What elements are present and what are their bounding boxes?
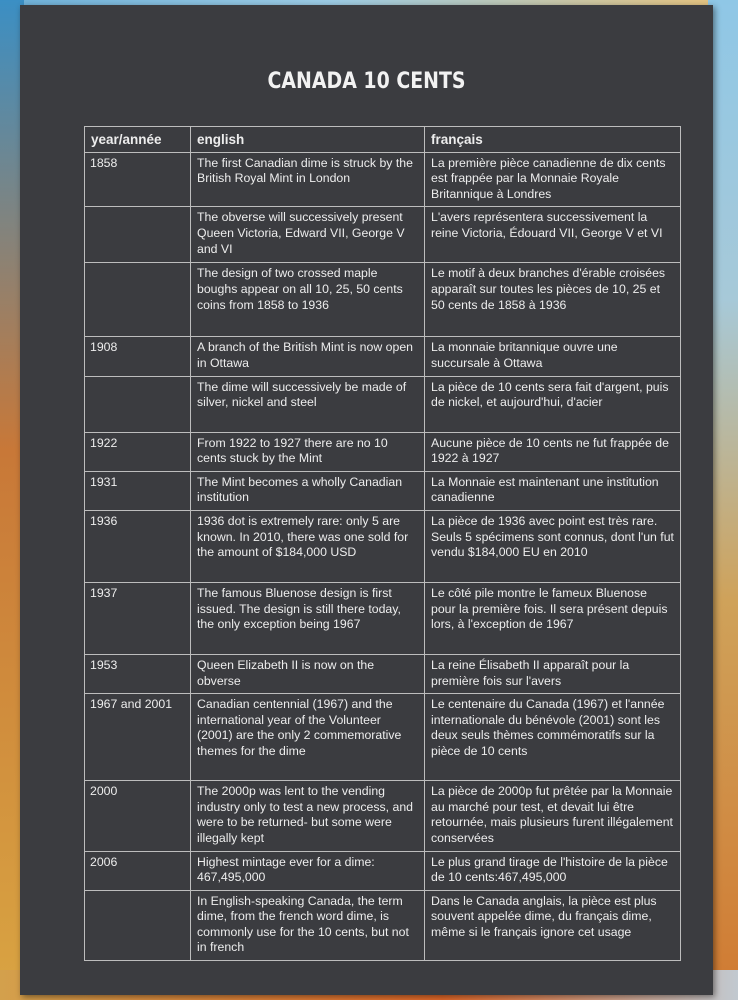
table-row: [85, 781, 681, 851]
page-title: CANADA 10 CENTS: [267, 69, 466, 94]
year-cell: 1908: [85, 337, 191, 376]
french-cell: L'avers représentera successivement la reine Victoria, Édouard VII, George V et VI: [425, 207, 681, 263]
table-row: [85, 890, 681, 960]
french-cell: La pièce de 10 cents sera fait d'argent, puis de nickel, et aujourd'hui, d'acier: [425, 376, 681, 432]
year-cell: 1922: [85, 432, 191, 471]
table-header-row: [85, 127, 681, 153]
french-cell: La reine Élisabeth II apparaît pour la première fois sur l'avers: [425, 654, 681, 693]
table-row: [85, 851, 681, 890]
year-cell: [85, 376, 191, 432]
french-cell: Dans le Canada anglais, la pièce est plus souvent appelée dime, du français dime, même si le français ignore cet usage: [425, 890, 681, 960]
table-row: [85, 337, 681, 376]
english-cell: In English-speaking Canada, the term dime, from the french word dime, is commonly use for the 10 cents, but not in french: [191, 890, 425, 960]
english-cell: A branch of the British Mint is now open in Ottawa: [191, 337, 425, 376]
table-row: [85, 510, 681, 582]
english-cell: The first Canadian dime is struck by the British Royal Mint in London: [191, 152, 425, 207]
table-row: [85, 471, 681, 510]
header-french: français: [425, 127, 681, 153]
header-year: year/année: [85, 127, 191, 153]
french-cell: Le plus grand tirage de l'histoire de la pièce de 10 cents:467,495,000: [425, 851, 681, 890]
table-row: [85, 432, 681, 471]
year-cell: 1931: [85, 471, 191, 510]
english-cell: The obverse will successively present Queen Victoria, Edward VII, George V and VI: [191, 207, 425, 263]
year-cell: [85, 207, 191, 263]
english-cell: The famous Bluenose design is first issued. The design is still there today, the only exception being 1967: [191, 582, 425, 654]
english-cell: The design of two crossed maple boughs appear on all 10, 25, 50 cents coins from 1858 to 1936: [191, 263, 425, 337]
timeline-table: [84, 126, 681, 961]
year-cell: [85, 890, 191, 960]
header-english: english: [191, 127, 425, 153]
year-cell: 1937: [85, 582, 191, 654]
year-cell: [85, 263, 191, 337]
table-row: [85, 376, 681, 432]
english-cell: Queen Elizabeth II is now on the obverse: [191, 654, 425, 693]
french-cell: La pièce de 1936 avec point est très rare. Seuls 5 spécimens sont connus, dont l'un fut vendu $184,000 EU en 2010: [425, 510, 681, 582]
table-row: [85, 694, 681, 781]
french-cell: Le centenaire du Canada (1967) et l'année internationale du bénévole (2001) sont les deux seuls thèmes commémoratifs sur la pièce de 10 cents: [425, 694, 681, 781]
english-cell: Canadian centennial (1967) and the international year of the Volunteer (2001) are the only 2 commemorative themes for the dime: [191, 694, 425, 781]
table-row: [85, 207, 681, 263]
english-cell: 1936 dot is extremely rare: only 5 are known. In 2010, there was one sold for the amount of $184,000 USD: [191, 510, 425, 582]
french-cell: La première pièce canadienne de dix cents est frappée par la Monnaie Royale Britannique à Londres: [425, 152, 681, 207]
year-cell: 1953: [85, 654, 191, 693]
year-cell: 1858: [85, 152, 191, 207]
year-cell: 2006: [85, 851, 191, 890]
table-row: [85, 263, 681, 337]
english-cell: The 2000p was lent to the vending industry only to test a new process, and were to be returned- but some were illegally kept: [191, 781, 425, 851]
english-cell: From 1922 to 1927 there are no 10 cents stuck by the Mint: [191, 432, 425, 471]
french-cell: La Monnaie est maintenant une institution canadienne: [425, 471, 681, 510]
french-cell: Le motif à deux branches d'érable croisées apparaît sur toutes les pièces de 10, 25 et 50 cents de 1858 à 1936: [425, 263, 681, 337]
french-cell: Le côté pile montre le fameux Bluenose pour la première fois. Il sera présent depuis lors, à l'exception de 1967: [425, 582, 681, 654]
table-row: [85, 152, 681, 207]
french-cell: La monnaie britannique ouvre une succursale à Ottawa: [425, 337, 681, 376]
table-row: [85, 582, 681, 654]
french-cell: Aucune pièce de 10 cents ne fut frappée de 1922 à 1927: [425, 432, 681, 471]
year-cell: 2000: [85, 781, 191, 851]
english-cell: The Mint becomes a wholly Canadian institution: [191, 471, 425, 510]
table-row: [85, 654, 681, 693]
year-cell: 1967 and 2001: [85, 694, 191, 781]
english-cell: Highest mintage ever for a dime: 467,495,000: [191, 851, 425, 890]
english-cell: The dime will successively be made of silver, nickel and steel: [191, 376, 425, 432]
year-cell: 1936: [85, 510, 191, 582]
french-cell: La pièce de 2000p fut prêtée par la Monnaie au marché pour test, et devait lui être retournée, mais plusieurs furent illégalement conservées: [425, 781, 681, 851]
